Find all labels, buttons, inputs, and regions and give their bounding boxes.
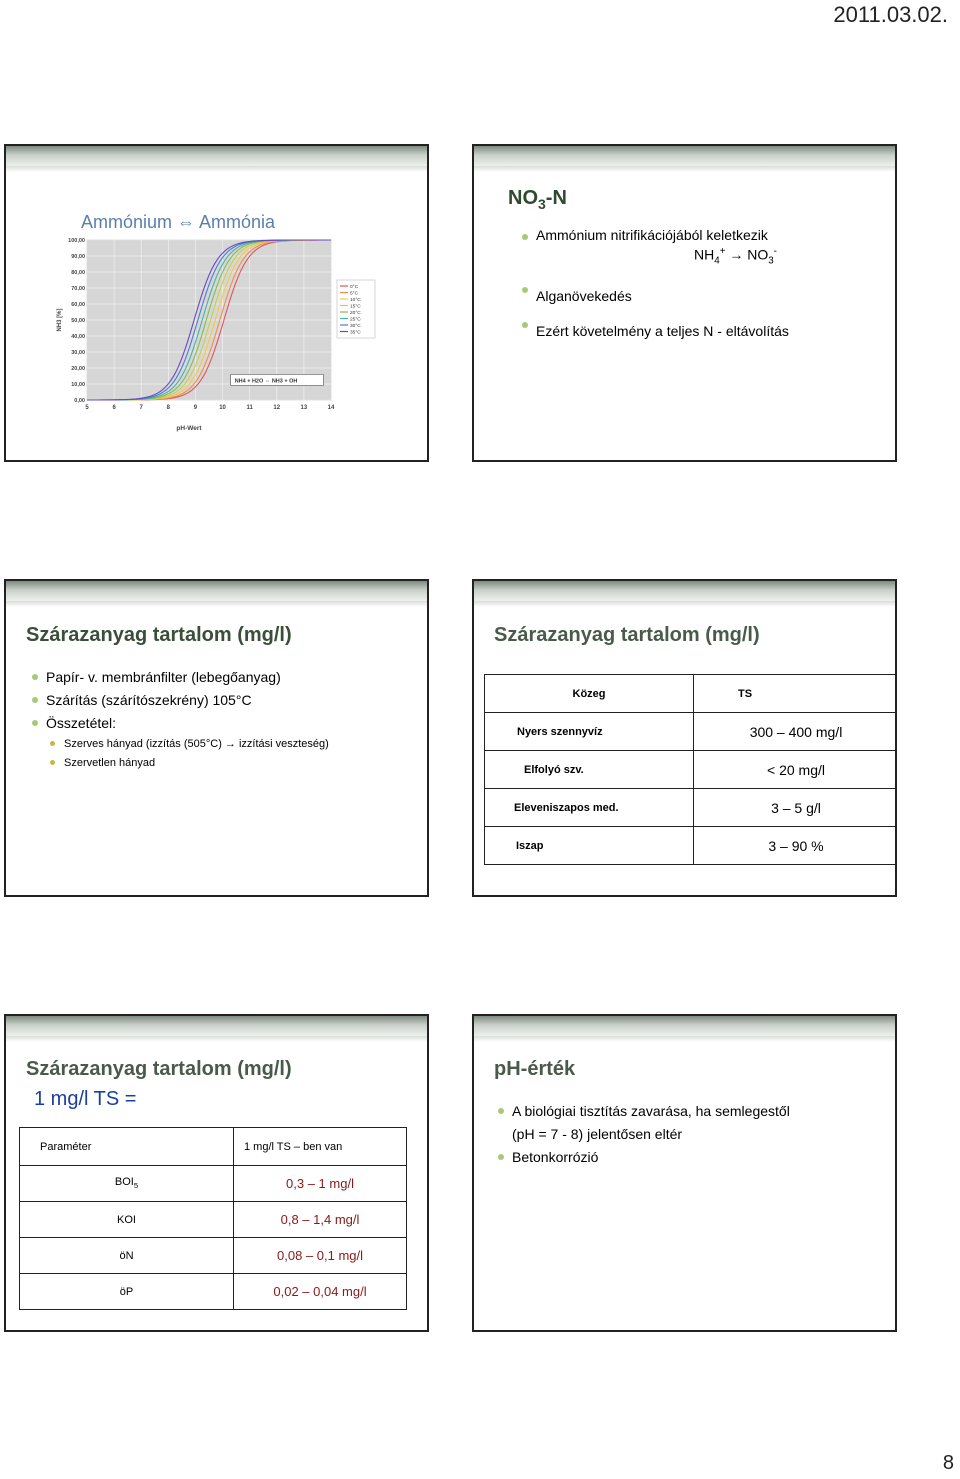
reaction-left: NH — [694, 246, 715, 263]
legend-label: 30°C — [350, 324, 361, 329]
reaction-left-sup: + — [719, 246, 726, 257]
x-tick-label: 11 — [246, 405, 253, 411]
legend-label: 5°C — [350, 291, 359, 297]
slide-title: pH-érték — [494, 1058, 576, 1080]
bullet-list — [30, 666, 281, 735]
table-header-cell: Közeg — [485, 675, 694, 713]
y-tick-label: 70,00 — [71, 286, 85, 292]
table-cell: 0,8 – 1,4 mg/l — [234, 1202, 407, 1238]
table-cell: Nyers szennyvíz — [485, 713, 694, 751]
x-tick-label: 5 — [85, 405, 89, 411]
slide-no3-n — [472, 144, 897, 462]
slide-title: Szárazanyag tartalom (mg/l) — [26, 624, 292, 646]
table-cell: öP — [20, 1274, 234, 1310]
table-cell: 0,3 – 1 mg/l — [234, 1166, 407, 1202]
table-row — [20, 1202, 407, 1238]
ammonia-chart — [51, 236, 381, 436]
x-tick-label: 13 — [300, 405, 308, 411]
bullet-list — [520, 279, 789, 349]
bullet-list — [520, 226, 768, 244]
page-date: 2011.03.02. — [833, 2, 948, 27]
sub-bullet-item: Szerves hányad (izzítás (505°C) → izzítási veszteség) — [48, 735, 329, 754]
y-tick-label: 60,00 — [71, 302, 85, 308]
table-row — [485, 827, 898, 865]
bullet-item: Összetétel: — [30, 712, 281, 735]
slide-title — [508, 187, 567, 212]
legend-label: 35°C — [350, 330, 361, 336]
table-row — [20, 1274, 407, 1310]
table-cell: Eleveniszapos med. — [485, 789, 694, 827]
ts-parameter-table — [19, 1127, 407, 1310]
table-row — [20, 1166, 407, 1202]
ammonia-chart-svg — [51, 236, 381, 436]
table-row — [485, 713, 898, 751]
slide-ph-value — [472, 1014, 897, 1332]
slide-ammonium-ammonia — [4, 144, 429, 462]
reaction-line — [694, 246, 777, 266]
y-tick-label: 100,00 — [68, 238, 85, 244]
ts-table — [484, 674, 897, 865]
slide-header-band — [474, 1016, 895, 1036]
x-tick-label: 6 — [112, 405, 116, 411]
bullet-text: A biológiai tisztítás zavarása, ha semlegestől — [512, 1103, 790, 1119]
table-cell: KOI — [20, 1202, 234, 1238]
table-cell: 0,02 – 0,04 mg/l — [234, 1274, 407, 1310]
reaction-right-sub: 3 — [768, 255, 774, 267]
slide-header-band — [474, 581, 895, 601]
table-header-cell: 1 mg/l TS – ben van — [234, 1128, 407, 1166]
table-cell: öN — [20, 1238, 234, 1274]
slide-header-band — [474, 146, 895, 166]
legend-label: 25°C — [350, 317, 361, 323]
y-axis-label: NH3 [%] — [57, 308, 63, 332]
slide-ts-parameters — [4, 1014, 429, 1332]
sub-bullet-item: Szervetlen hányad — [48, 754, 329, 773]
x-axis-label: pH-Wert — [176, 425, 202, 432]
slide-title: Ammónium ⇔ Ammónia — [81, 212, 276, 232]
slide-dry-matter-method — [4, 579, 429, 897]
y-tick-label: 90,00 — [71, 254, 85, 260]
slide-title: Szárazanyag tartalom (mg/l) — [26, 1058, 292, 1080]
title-subscript: 3 — [538, 196, 546, 212]
table-cell — [20, 1166, 234, 1202]
legend-label: 20°C — [350, 311, 361, 316]
y-tick-label: 40,00 — [71, 334, 85, 340]
table-header-cell: TS — [694, 675, 898, 713]
bullet-item: Papír- v. membránfilter (lebegőanyag) — [30, 666, 281, 689]
table-cell: Elfolyó szv. — [485, 751, 694, 789]
bullet-item — [496, 1100, 790, 1146]
bullet-item: Ezért követelmény a teljes N - eltávolítás — [520, 314, 789, 349]
bullet-item: Ammónium nitrifikációjából keletkezik — [520, 226, 768, 244]
x-tick-label: 10 — [219, 405, 226, 411]
slide-header-band — [6, 146, 427, 166]
table-cell: Iszap — [485, 827, 694, 865]
legend-label: 10°C — [350, 298, 361, 303]
sub-bullet-list — [48, 735, 329, 773]
slide-dry-matter-table — [472, 579, 897, 897]
slide-title: Szárazanyag tartalom (mg/l) — [494, 624, 760, 646]
table-cell: 0,08 – 0,1 mg/l — [234, 1238, 407, 1274]
title-rest: -N — [545, 187, 567, 209]
x-tick-label: 14 — [327, 405, 335, 411]
reaction-left-sub: 4 — [714, 255, 720, 267]
table-header-row — [20, 1128, 407, 1166]
reaction-right: NO — [747, 246, 769, 263]
arrow-icon: → — [729, 246, 744, 263]
slide-header-band — [6, 1016, 427, 1036]
title-main: NO — [508, 187, 538, 209]
y-tick-label: 10,00 — [71, 382, 85, 388]
x-tick-label: 9 — [193, 405, 198, 411]
table-row — [485, 751, 898, 789]
legend-label: 0°C — [350, 285, 359, 290]
bullet-item: Szárítás (szárítószekrény) 105°C — [30, 689, 281, 712]
table-cell: 3 – 5 g/l — [694, 789, 898, 827]
bullet-item: Betonkorrózió — [496, 1146, 790, 1169]
bullet-item: Alganövekedés — [520, 279, 789, 314]
table-cell: < 20 mg/l — [694, 751, 898, 789]
slide-header-band — [6, 581, 427, 601]
param-subscript: 5 — [133, 1181, 139, 1191]
table-header-row — [485, 675, 898, 713]
reaction-right-sup: - — [773, 246, 777, 257]
slide-subtitle: 1 mg/l TS = — [34, 1088, 137, 1110]
y-tick-label: 50,00 — [71, 318, 85, 324]
legend-label: 15°C — [350, 304, 361, 310]
y-tick-label: 30,00 — [71, 350, 85, 356]
x-tick-label: 8 — [166, 405, 171, 411]
equation-text: NH4 + H2O ⇔ NH3 + OH — [234, 378, 298, 385]
y-tick-label: 20,00 — [71, 366, 85, 372]
page-number: 8 — [942, 1452, 954, 1474]
y-tick-label: 80,00 — [71, 270, 85, 276]
table-row — [485, 789, 898, 827]
table-row — [20, 1238, 407, 1274]
x-tick-label: 7 — [139, 405, 143, 411]
x-tick-label: 12 — [273, 405, 281, 411]
table-header-cell: Paraméter — [20, 1128, 234, 1166]
table-cell: 3 – 90 % — [694, 827, 898, 865]
table-cell: 300 – 400 mg/l — [694, 713, 898, 751]
bullet-text-cont: (pH = 7 - 8) jelentősen eltér — [512, 1126, 683, 1142]
y-tick-label: 0,00 — [74, 398, 85, 404]
param-name: BOI — [114, 1176, 134, 1189]
bullet-list — [496, 1100, 790, 1169]
